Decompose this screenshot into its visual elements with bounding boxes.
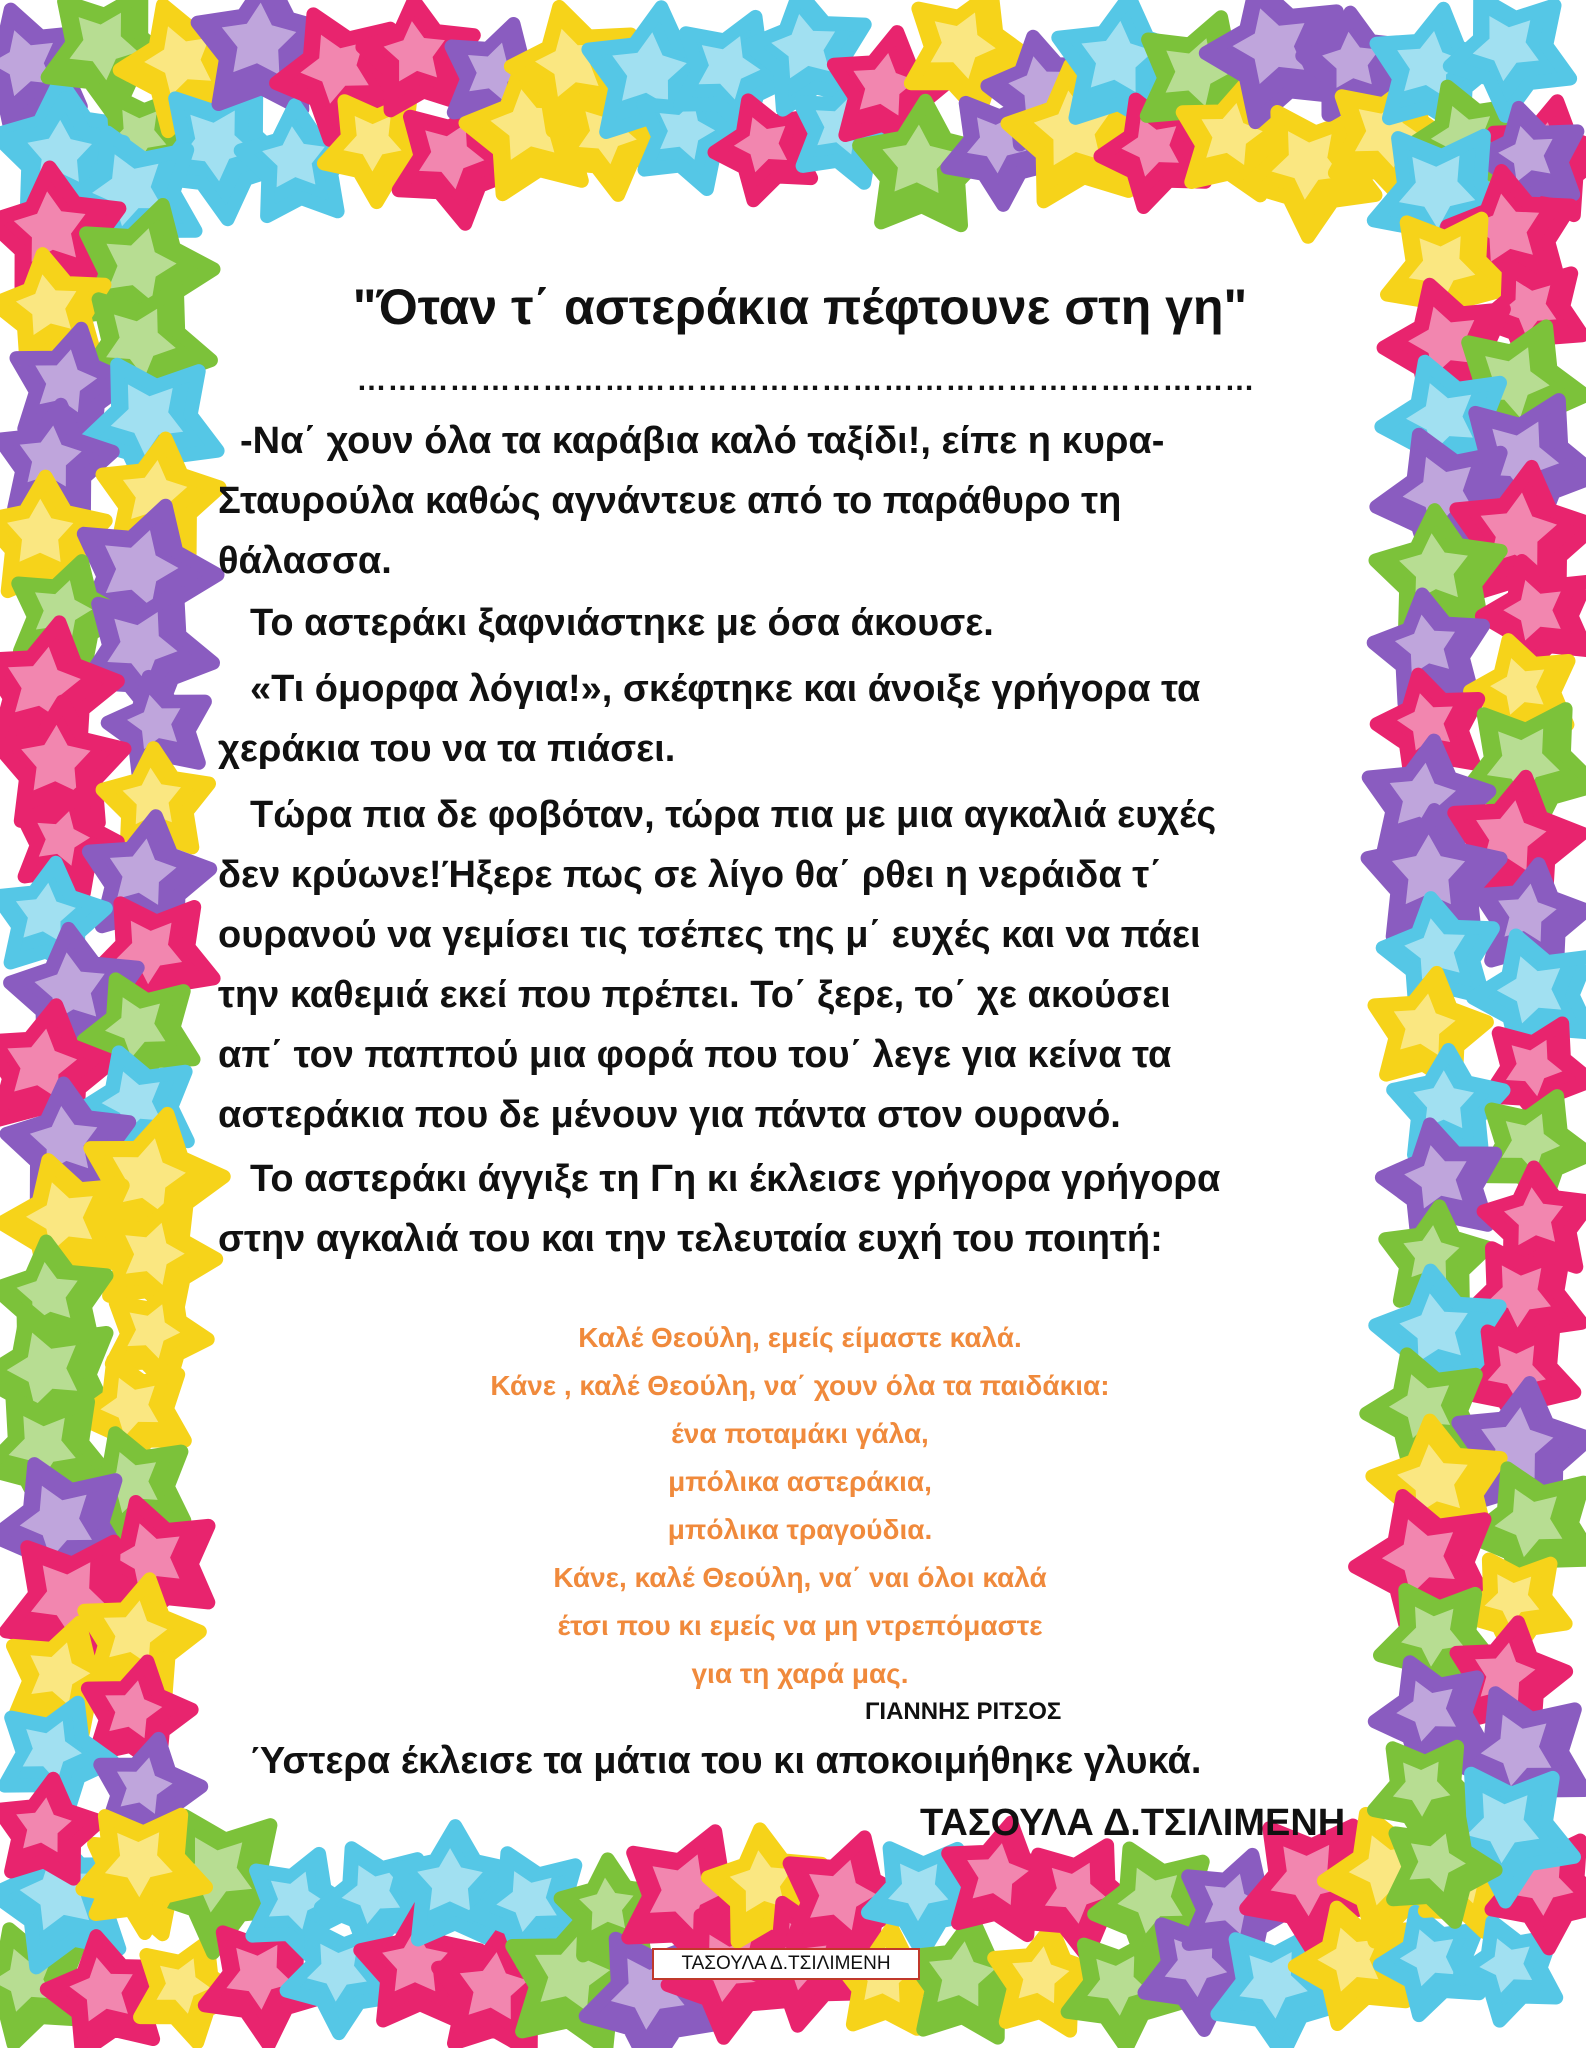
poem-line: Κάνε, καλέ Θεούλη, να΄ ναι όλοι καλά (553, 1562, 1047, 1593)
story-line: δεν κρύωνε!Ήξερε πως σε λίγο θα΄ ρθει η νεράιδα τ΄ (218, 854, 1162, 896)
title-separator: …………………………………………………………………………… (356, 364, 1256, 397)
story-line: απ΄ τον παππού μια φορά που του΄ λεγε για κείνα τα (218, 1034, 1172, 1076)
story-line: «Τι όμορφα λόγια!», σκέφτηκε και άνοιξε γρήγορα τα (250, 668, 1201, 710)
story-line: Τώρα πια δε φοβόταν, τώρα πια με μια αγκαλιά ευχές (250, 794, 1217, 836)
story-line: την καθεμιά εκεί που πρέπει. Το΄ ξερε, το΄ χε ακούσει (218, 974, 1171, 1016)
story-line: Το αστεράκι ξαφνιάστηκε με όσα άκουσε. (250, 602, 994, 644)
story-line: Σταυρούλα καθώς αγνάντευε από το παράθυρο τη (218, 480, 1122, 522)
story-title: "Όταν τ΄ αστεράκια πέφτουνε στη γη" (352, 279, 1248, 335)
poem-line: Κάνε , καλέ Θεούλη, να΄ χουν όλα τα παιδάκια: (490, 1370, 1110, 1401)
poem-line: Καλέ Θεούλη, εμείς είμαστε καλά. (578, 1322, 1022, 1353)
poem-line: για τη χαρά μας. (691, 1658, 909, 1689)
closing-line: Ύστερα έκλεισε τα μάτια του κι αποκοιμήθηκε γλυκά. (250, 1740, 1202, 1782)
story-line: ουρανού να γεμίσει τις τσέπες της μ΄ ευχές και να πάει (218, 914, 1201, 956)
story-document (200, 230, 1400, 1930)
story-line: στην αγκαλιά του και την τελευταία ευχή του ποιητή: (218, 1218, 1163, 1260)
poem-line: μπόλικα αστεράκια, (668, 1466, 932, 1497)
story-line: θάλασσα. (218, 540, 392, 582)
poet-name: ΓΙΑΝΝΗΣ ΡΙΤΣΟΣ (865, 1698, 1062, 1725)
poem-line: έτσι που κι εμείς να μη ντρεπόμαστε (557, 1610, 1043, 1641)
story-line: χεράκια του να τα πιάσει. (218, 728, 676, 770)
story-line: Το αστεράκι άγγιξε τη Γη κι έκλεισε γρήγορα γρήγορα (250, 1158, 1221, 1200)
author-name: ΤΑΣΟΥΛΑ Δ.ΤΣΙΛΙΜΕΝΗ (920, 1802, 1346, 1844)
author-stamp: ΤΑΣΟΥΛΑ Δ.ΤΣΙΛΙΜΕΝΗ (652, 1948, 920, 1980)
poem-line: ένα ποταμάκι γάλα, (671, 1418, 929, 1449)
story-line: -Να΄ χουν όλα τα καράβια καλό ταξίδι!, είπε η κυρα- (240, 420, 1165, 462)
poem-line: μπόλικα τραγούδια. (667, 1514, 933, 1545)
story-line: αστεράκια που δε μένουν για πάντα στον ουρανό. (218, 1094, 1121, 1136)
